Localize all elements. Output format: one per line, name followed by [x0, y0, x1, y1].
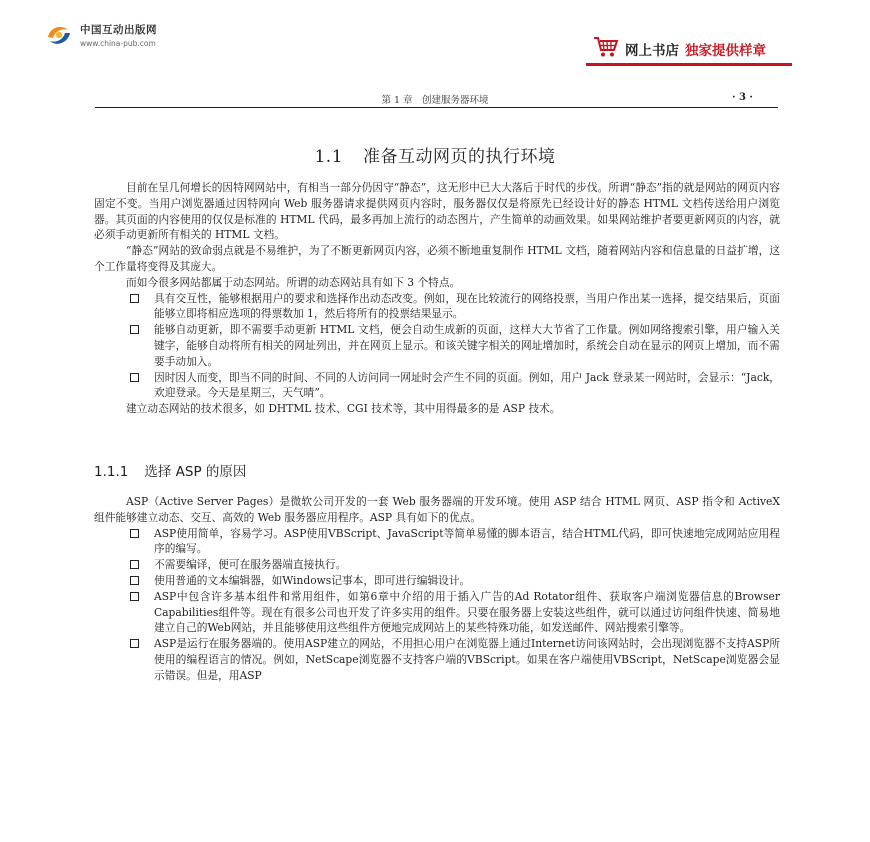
section-body	[94, 180, 780, 417]
paragraph: ASP（Active Server Pages）是微软公司开发的一套 Web 服务器端的开发环境。使用 ASP 结合 HTML 网页、ASP 指令和 ActiveX 组件能够建立动态、交互、高效的 Web 服务器应用程序。ASP 具有如下的优点。	[94, 495, 780, 524]
list-item: ASP中包含许多基本组件和常用组件，如第6章中介绍的用于插入广告的Ad Rotator组件、获取客户端浏览器信息的Browser Capabilities组件等。现在有很多公司也开发了许多实用的组件。只要在服务器上安装这些组件，就可以通过访问组件快速、简易地建立自己的Web网站，并且能够使用这些组件方便地完成网站上的某些特殊功能，如发送邮件、网站搜索引擎等。	[94, 589, 780, 636]
bullet-box-icon	[130, 592, 139, 601]
list-item: 能够自动更新，即不需要手动更新 HTML 文档，便会自动生成新的页面，这样大大节省了工作量。例如网络搜索引擎，用户输入关键字，能够自动将所有相关的网址列出，并在网页上显示。和该关键字相关的网址增加时，系统会自动在显示的网页上增加，而不需要手动加入。	[94, 322, 780, 369]
online-bookstore-banner[interactable]	[593, 36, 766, 62]
list-item: 具有交互性，能够根据用户的要求和选择作出动态改变。例如，现在比较流行的网络投票，当用户作出某一选择，提交结果后，页面能够立即将相应选项的得票数加 1，然后将所有的投票结果显示。	[94, 291, 780, 323]
logo-url: www.china-pub.com	[80, 39, 156, 48]
shop-exclusive-tag: 独家提供样章	[685, 43, 766, 59]
bullet-box-icon	[130, 529, 139, 538]
shop-label: 网上书店	[625, 43, 679, 59]
advantage-list	[94, 526, 780, 684]
paragraph: 而如今很多网站都属于动态网站。所谓的动态网站具有如下 3 个特点。	[126, 275, 461, 289]
paragraph: 建立动态网站的技术很多，如 DHTML 技术、CGI 技术等，其中用得最多的是 ASP 技术。	[126, 402, 561, 416]
china-pub-logo-icon	[44, 20, 74, 50]
bullet-box-icon	[130, 294, 139, 303]
page-header	[0, 0, 870, 70]
paragraph: 目前在呈几何增长的因特网网站中，有相当一部分仍因守“静态”，这无形中已大大落后于时代的步伐。所谓“静态”指的就是网站的网页内容固定不变。当用户浏览器通过因特网向 Web 服务器请求提供网页内容时，服务器仅仅是将原先已经设计好的静态 HTML 文档传送给用户浏览器。其页面的内容使用的仅仅是标准的 HTML 代码，最多再加上流行的动态图片，产生简单的动画效果。如果网站维护者要更新网页的内容，就必须手动更新所有相关的 HTML 文档。	[94, 181, 780, 242]
bullet-box-icon	[130, 576, 139, 585]
bullet-box-icon	[130, 373, 139, 382]
subsection-body	[94, 494, 780, 684]
subsection-title: 选择 ASP 的原因	[144, 464, 247, 480]
bullet-box-icon	[130, 325, 139, 334]
list-item: 使用普通的文本编辑器，如Windows记事本，即可进行编辑设计。	[94, 573, 780, 589]
section-title	[0, 142, 870, 167]
list-item: ASP使用简单，容易学习。ASP使用VBScript、JavaScript等简单易懂的脚本语言，结合HTML代码，即可快速地完成网站应用程序的编写。	[94, 526, 780, 558]
bullet-box-icon	[130, 639, 139, 648]
feature-list	[94, 291, 780, 402]
list-item: 因时因人而变，即当不同的时间、不同的人访问同一网址时会产生不同的页面。例如，用户 Jack 登录某一网站时，会显示：“Jack，欢迎登录。今天是星期三，天气晴”。	[94, 370, 780, 402]
running-header-chapter: 第 1 章 创建服务器环境	[381, 95, 489, 106]
list-item: 不需要编译，便可在服务器端直接执行。	[94, 557, 780, 573]
header-red-rule	[586, 63, 792, 66]
publisher-logo[interactable]	[44, 20, 157, 50]
section-title-text: 准备互动网页的执行环境	[363, 147, 556, 167]
header-divider	[95, 107, 778, 108]
paragraph: “静态”网站的致命弱点就是不易维护，为了不断更新网页内容，必须不断地重复制作 HTML 文档，随着网站内容和信息量的日益扩增，这个工作量将变得及其庞大。	[94, 244, 780, 273]
page-number: · 3 ·	[732, 92, 753, 103]
section-number: 1.1	[314, 147, 344, 167]
bullet-box-icon	[130, 560, 139, 569]
subsection-number: 1.1.1	[94, 464, 129, 480]
list-item: ASP是运行在服务器端的。使用ASP建立的网站，不用担心用户在浏览器上通过Internet访问该网站时，会出现浏览器不支持ASP所使用的编程语言的情况。例如，NetScape浏览器不支持客户端的VBScript。如果在客户端使用VBScript，NetScape浏览器会显示错误。但是，用ASP	[94, 636, 780, 683]
logo-chinese-name: 中国互动出版网	[80, 24, 157, 36]
subsection-heading	[94, 460, 246, 480]
shopping-cart-icon	[593, 36, 619, 62]
